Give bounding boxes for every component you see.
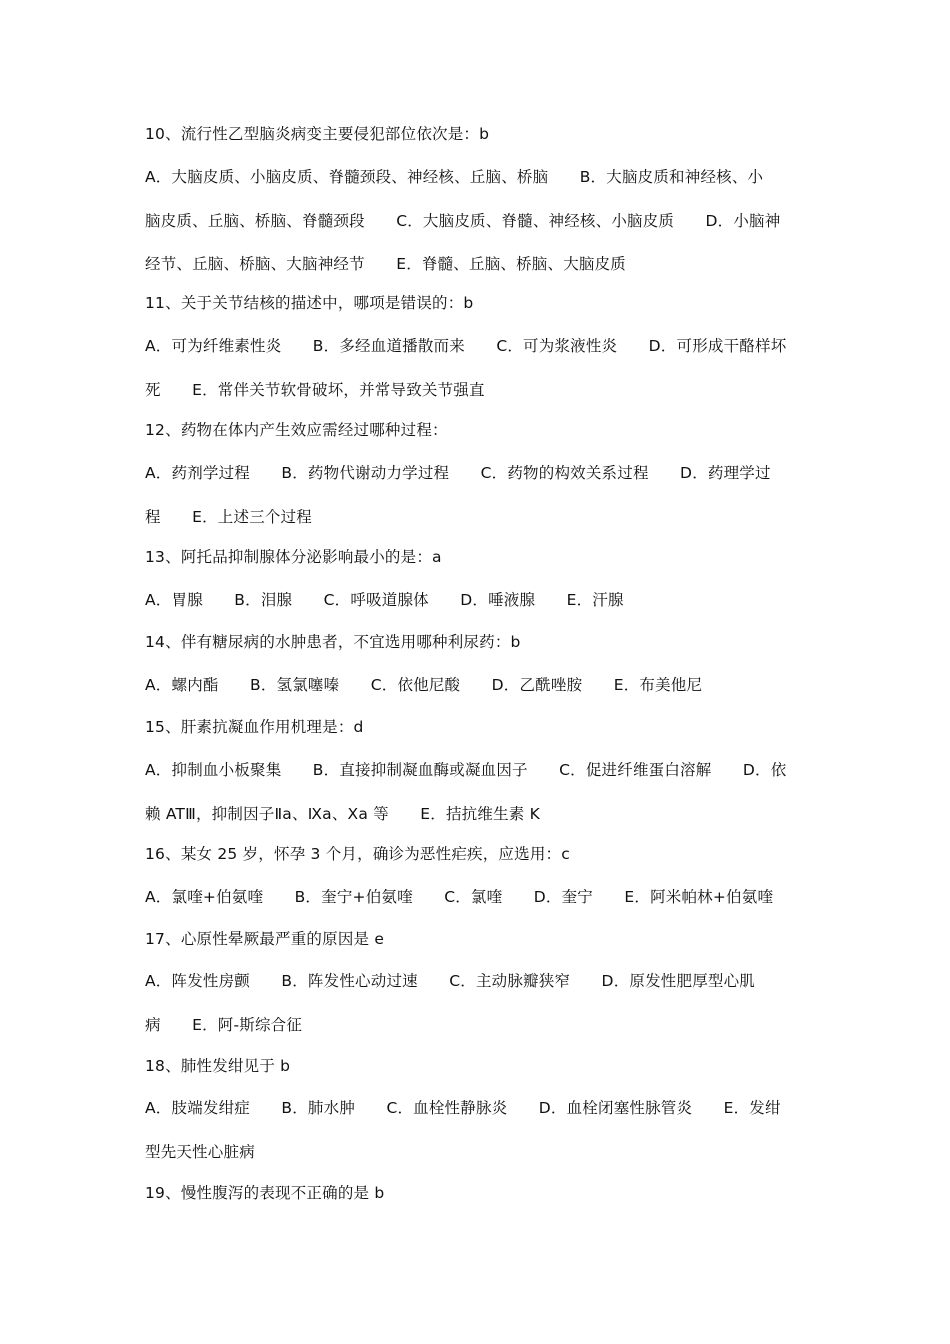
question-11-options-line-1: A．可为纤维素性炎 B．多经血道播散而来 C．可为浆液性炎 D．可形成干酪样坏 bbox=[145, 337, 787, 355]
question-11-stem: 11、关于关节结核的描述中，哪项是错误的：b bbox=[145, 294, 474, 312]
question-15-options-line-2: 赖 ATⅢ，抑制因子Ⅱa、Ⅸa、Ⅹa 等 E．拮抗维生素 K bbox=[145, 805, 540, 823]
question-16-stem: 16、某女 25 岁，怀孕 3 个月，确诊为恶性疟疾，应选用：c bbox=[145, 845, 570, 863]
question-11-options-line-2: 死 E．常伴关节软骨破坏，并常导致关节强直 bbox=[145, 381, 485, 399]
question-14-options: A．螺内酯 B．氢氯噻嗪 C．依他尼酸 D．乙酰唑胺 E．布美他尼 bbox=[145, 676, 703, 694]
question-13-stem: 13、阿托品抑制腺体分泌影响最小的是：a bbox=[145, 548, 442, 566]
question-12-options-line-2: 程 E．上述三个过程 bbox=[145, 508, 312, 526]
question-18-stem: 18、肺性发绀见于 b bbox=[145, 1057, 291, 1075]
question-17-options-line-1: A．阵发性房颤 B．阵发性心动过速 C．主动脉瓣狭窄 D．原发性肥厚型心肌 bbox=[145, 972, 755, 990]
question-12-options-line-1: A．药剂学过程 B．药物代谢动力学过程 C．药物的构效关系过程 D．药理学过 bbox=[145, 464, 771, 482]
question-10-options-line-3: 经节、丘脑、桥脑、大脑神经节 E．脊髓、丘脑、桥脑、大脑皮质 bbox=[145, 255, 626, 273]
question-18-options-line-1: A．肢端发绀症 B．肺水肿 C．血栓性静脉炎 D．血栓闭塞性脉管炎 E．发绀 bbox=[145, 1099, 781, 1117]
question-10-options-line-1: A．大脑皮质、小脑皮质、脊髓颈段、神经核、丘脑、桥脑 B．大脑皮质和神经核、小 bbox=[145, 168, 764, 186]
question-12-stem: 12、药物在体内产生效应需经过哪种过程： bbox=[145, 421, 448, 439]
question-13-options: A．胃腺 B．泪腺 C．呼吸道腺体 D．唾液腺 E．汗腺 bbox=[145, 591, 624, 609]
question-17-stem: 17、心原性晕厥最严重的原因是 e bbox=[145, 930, 385, 948]
question-19-stem: 19、慢性腹泻的表现不正确的是 b bbox=[145, 1184, 385, 1202]
question-10-options-line-2: 脑皮质、丘脑、桥脑、脊髓颈段 C．大脑皮质、脊髓、神经核、小脑皮质 D．小脑神 bbox=[145, 212, 781, 230]
question-15-stem: 15、肝素抗凝血作用机理是：d bbox=[145, 718, 364, 736]
question-18-options-line-2: 型先天性心脏病 bbox=[145, 1143, 255, 1161]
question-14-stem: 14、伴有糖尿病的水肿患者，不宜选用哪种利尿药：b bbox=[145, 633, 521, 651]
question-10-stem: 10、流行性乙型脑炎病变主要侵犯部位依次是：b bbox=[145, 125, 490, 143]
question-15-options-line-1: A．抑制血小板聚集 B．直接抑制凝血酶或凝血因子 C．促进纤维蛋白溶解 D．依 bbox=[145, 761, 787, 779]
question-16-options: A．氯喹+伯氨喹 B．奎宁+伯氨喹 C．氯喹 D．奎宁 E．阿米帕林+伯氨喹 bbox=[145, 888, 774, 906]
question-17-options-line-2: 病 E．阿-斯综合征 bbox=[145, 1016, 303, 1034]
